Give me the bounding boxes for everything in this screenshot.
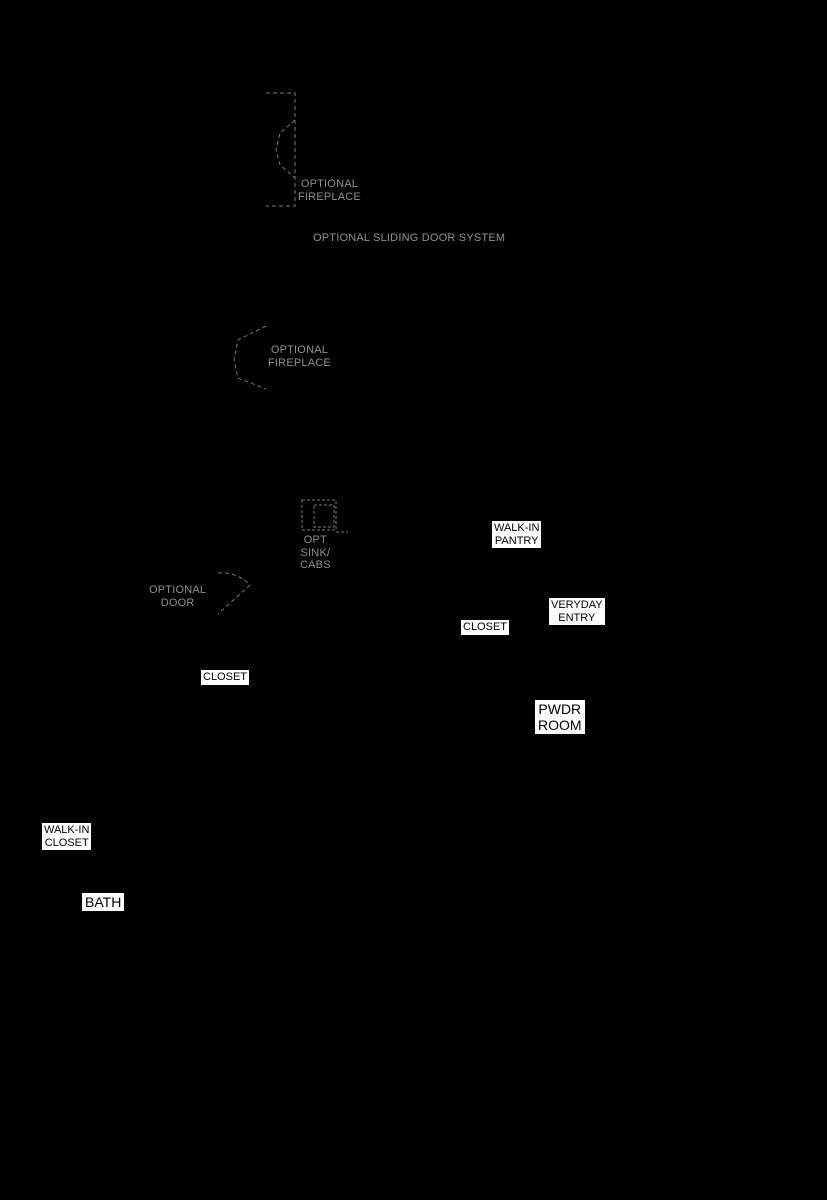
optional-fireplace-label: OPTIONAL FIREPLACE <box>268 344 331 369</box>
optional-door-label: OPTIONAL DOOR <box>149 584 207 609</box>
closet-label: CLOSET <box>463 621 508 633</box>
optional-fireplace-label: OPTIONAL FIREPLACE <box>298 178 361 203</box>
closet-label: CLOSET <box>203 671 248 683</box>
everyday-entry-label: VERYDAY ENTRY <box>551 599 603 624</box>
powder-room-label: PWDR ROOM <box>535 700 585 734</box>
walk-in-pantry-label: WALK-IN PANTRY <box>494 522 540 547</box>
sliding-door-label: OPTIONAL SLIDING DOOR SYSTEM <box>313 232 506 244</box>
sink-outline <box>302 500 348 532</box>
fireplace-1-outline <box>266 93 295 206</box>
walk-in-closet-label: WALK-IN CLOSET <box>44 824 90 849</box>
sink-label: OPT SINK/ CABS <box>300 534 331 572</box>
door-swing <box>218 573 250 614</box>
fireplace-2-outline <box>234 326 266 389</box>
bath-label: BATH <box>82 893 124 911</box>
